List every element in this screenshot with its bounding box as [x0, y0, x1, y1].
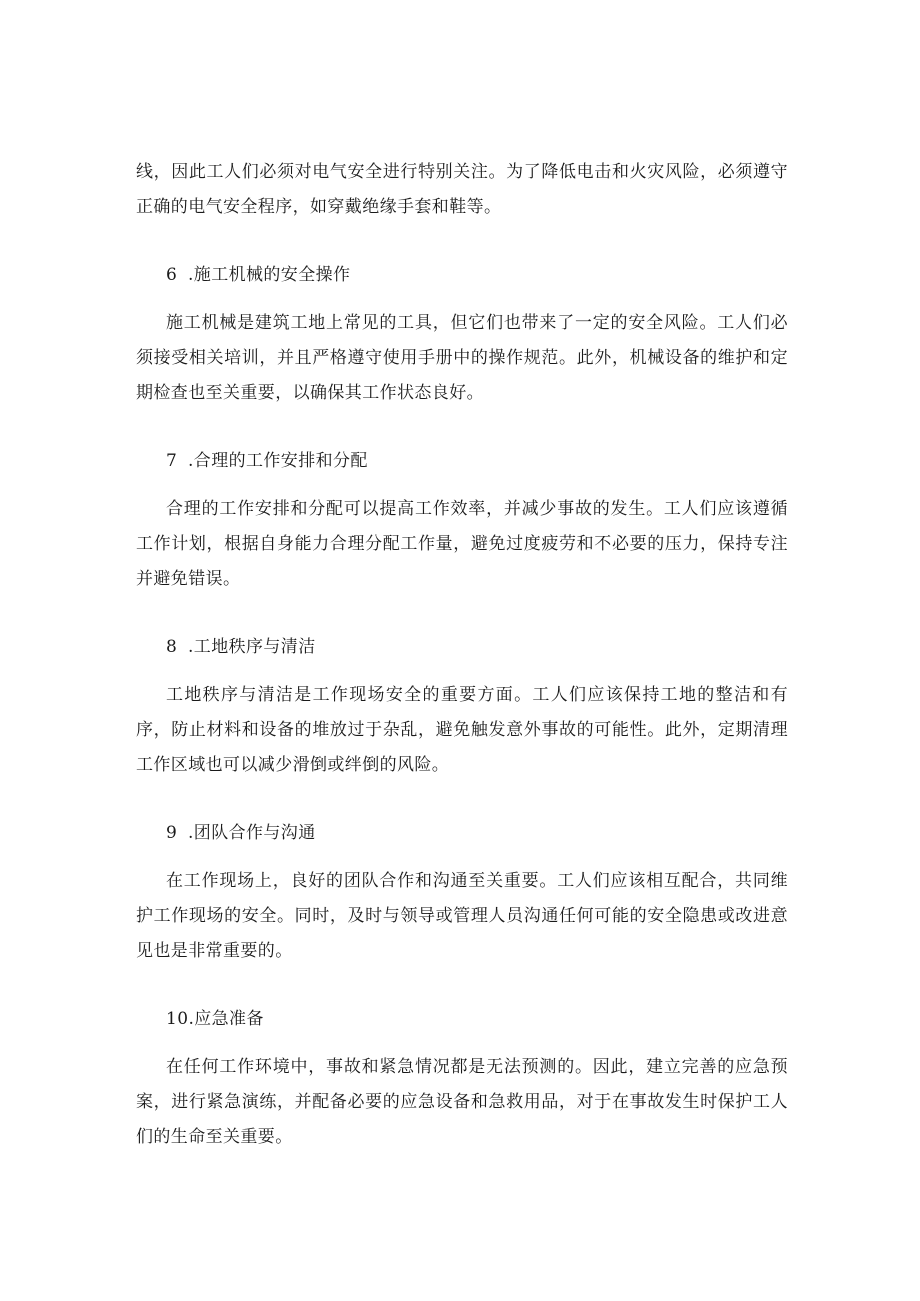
section-number: 9 [166, 823, 178, 843]
section-body: 合理的工作安排和分配可以提高工作效率，并减少事故的发生。工人们应该遵循工作计划，根据自身能力合理分配工作量，避免过度疲劳和不必要的压力，保持专注并避免错误。 [136, 499, 788, 589]
section-body: 工地秩序与清洁是工作现场安全的重要方面。工人们应该保持工地的整洁和有序，防止材料和设备的堆放过于杂乱，避免触发意外事故的可能性。此外，定期清理工作区域也可以减少滑倒或绊倒的风险。 [136, 685, 788, 775]
spacer [136, 597, 788, 630]
spacer [136, 783, 788, 816]
section-body: 在工作现场上，良好的团队合作和沟通至关重要。工人们应该相互配合，共同维护工作现场的安全。同时，及时与领导或管理人员沟通任何可能的安全隐患或改进意见也是非常重要的。 [136, 871, 788, 961]
spacer [136, 1037, 788, 1050]
section-body: 在任何工作环境中，事故和紧急情况都是无法预测的。因此，建立完善的应急预案，进行紧急演练，并配备必要的应急设备和急救用品，对于在事故发生时保护工人们的生命至关重要。 [136, 1057, 788, 1147]
section-number: 10 [166, 1009, 189, 1029]
section-title: .团队合作与沟通 [188, 823, 316, 843]
section-heading [136, 258, 788, 293]
spacer [136, 225, 788, 258]
section-heading [136, 1002, 788, 1037]
section-heading [136, 630, 788, 665]
section-title: .合理的工作安排和分配 [188, 451, 368, 471]
section-heading [136, 444, 788, 479]
spacer [136, 411, 788, 444]
spacer [136, 969, 788, 1002]
section-title: .施工机械的安全操作 [188, 265, 351, 285]
section-number: 8 [166, 637, 178, 657]
spacer [136, 851, 788, 864]
spacer [136, 479, 788, 492]
section-title: .应急准备 [188, 1009, 264, 1029]
section-heading [136, 816, 788, 851]
section-number: 6 [166, 265, 178, 285]
intro-paragraph: 线，因此工人们必须对电气安全进行特别关注。为了降低电击和火灾风险，必须遵守正确的电气安全程序，如穿戴绝缘手套和鞋等。 [136, 162, 788, 217]
spacer [136, 665, 788, 678]
section-body: 施工机械是建筑工地上常见的工具，但它们也带来了一定的安全风险。工人们必须接受相关培训，并且严格遵守使用手册中的操作规范。此外，机械设备的维护和定期检查也至关重要，以确保其工作状态良好。 [136, 313, 788, 403]
section-title: .工地秩序与清洁 [188, 637, 316, 657]
document-page [136, 155, 788, 1155]
spacer [136, 293, 788, 306]
section-number: 7 [166, 451, 178, 471]
